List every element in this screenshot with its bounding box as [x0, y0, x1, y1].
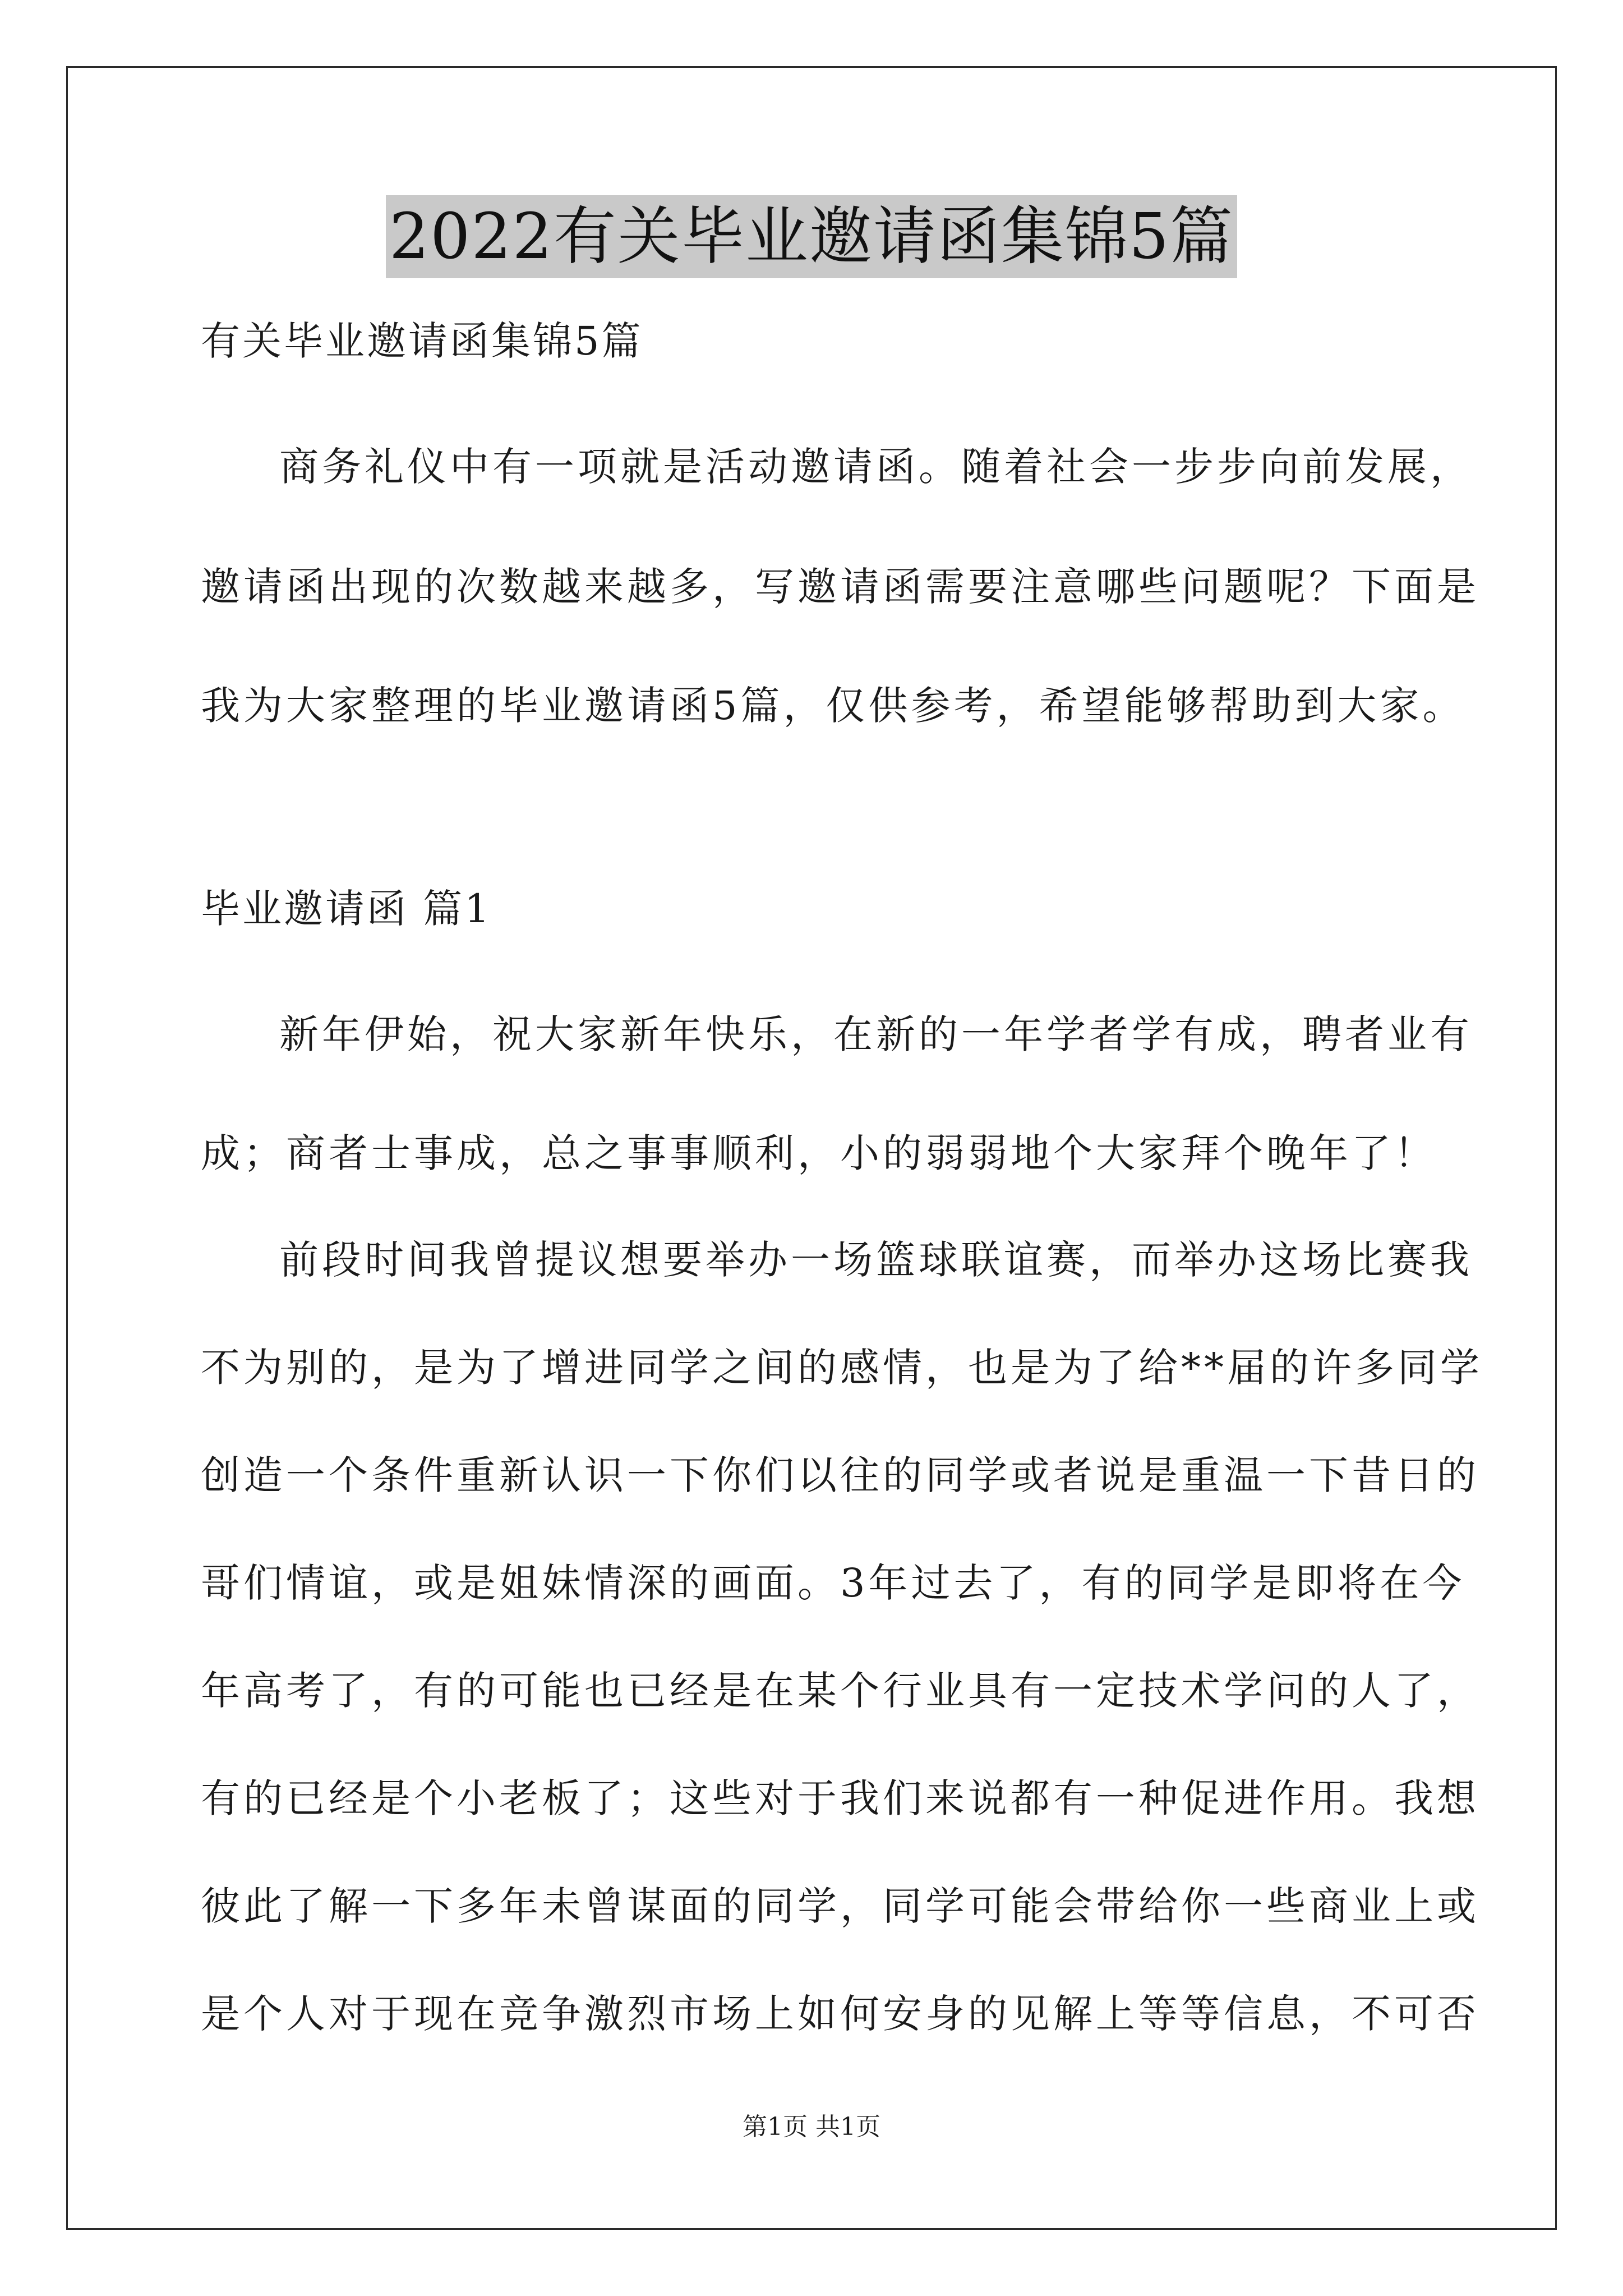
body-line: 创造一个条件重新认识一下你们以往的同学或者说是重温一下昔日的 [201, 1452, 1479, 1498]
body-line: 年高考了，有的可能也已经是在某个行业具有一定技术学问的人了， [201, 1668, 1479, 1714]
document-subtitle: 有关毕业邀请函集锦5篇 [201, 318, 643, 364]
document-title: 2022有关毕业邀请函集锦5篇 [386, 195, 1237, 278]
title-container [0, 195, 1623, 278]
body-line: 彼此了解一下多年未曾谋面的同学，同学可能会带给你一些商业上或 [201, 1883, 1479, 1929]
intro-line: 邀请函出现的次数越来越多，写邀请函需要注意哪些问题呢？下面是 [201, 564, 1479, 610]
body-line: 前段时间我曾提议想要举办一场篮球联谊赛，而举办这场比赛我 [279, 1237, 1473, 1283]
body-line: 不为别的，是为了增进同学之间的感情，也是为了给**届的许多同学 [201, 1345, 1483, 1391]
body-line: 有的已经是个小老板了；这些对于我们来说都有一种促进作用。我想 [201, 1775, 1479, 1821]
body-line: 是个人对于现在竞争激烈市场上如何安身的见解上等等信息，不可否 [201, 1991, 1479, 2037]
body-line: 新年伊始，祝大家新年快乐，在新的一年学者学有成，聘者业有 [279, 1011, 1473, 1057]
section-heading: 毕业邀请函 篇1 [201, 886, 492, 932]
body-line: 哥们情谊，或是姐妹情深的画面。3年过去了，有的同学是即将在今 [201, 1560, 1465, 1606]
body-line: 成；商者士事成，总之事事顺利，小的弱弱地个大家拜个晚年了！ [201, 1130, 1437, 1176]
intro-line: 我为大家整理的毕业邀请函5篇，仅供参考，希望能够帮助到大家。 [201, 683, 1465, 729]
page-footer: 第1页 共1页 [743, 2113, 880, 2141]
intro-line: 商务礼仪中有一项就是活动邀请函。随着社会一步步向前发展， [279, 444, 1473, 490]
